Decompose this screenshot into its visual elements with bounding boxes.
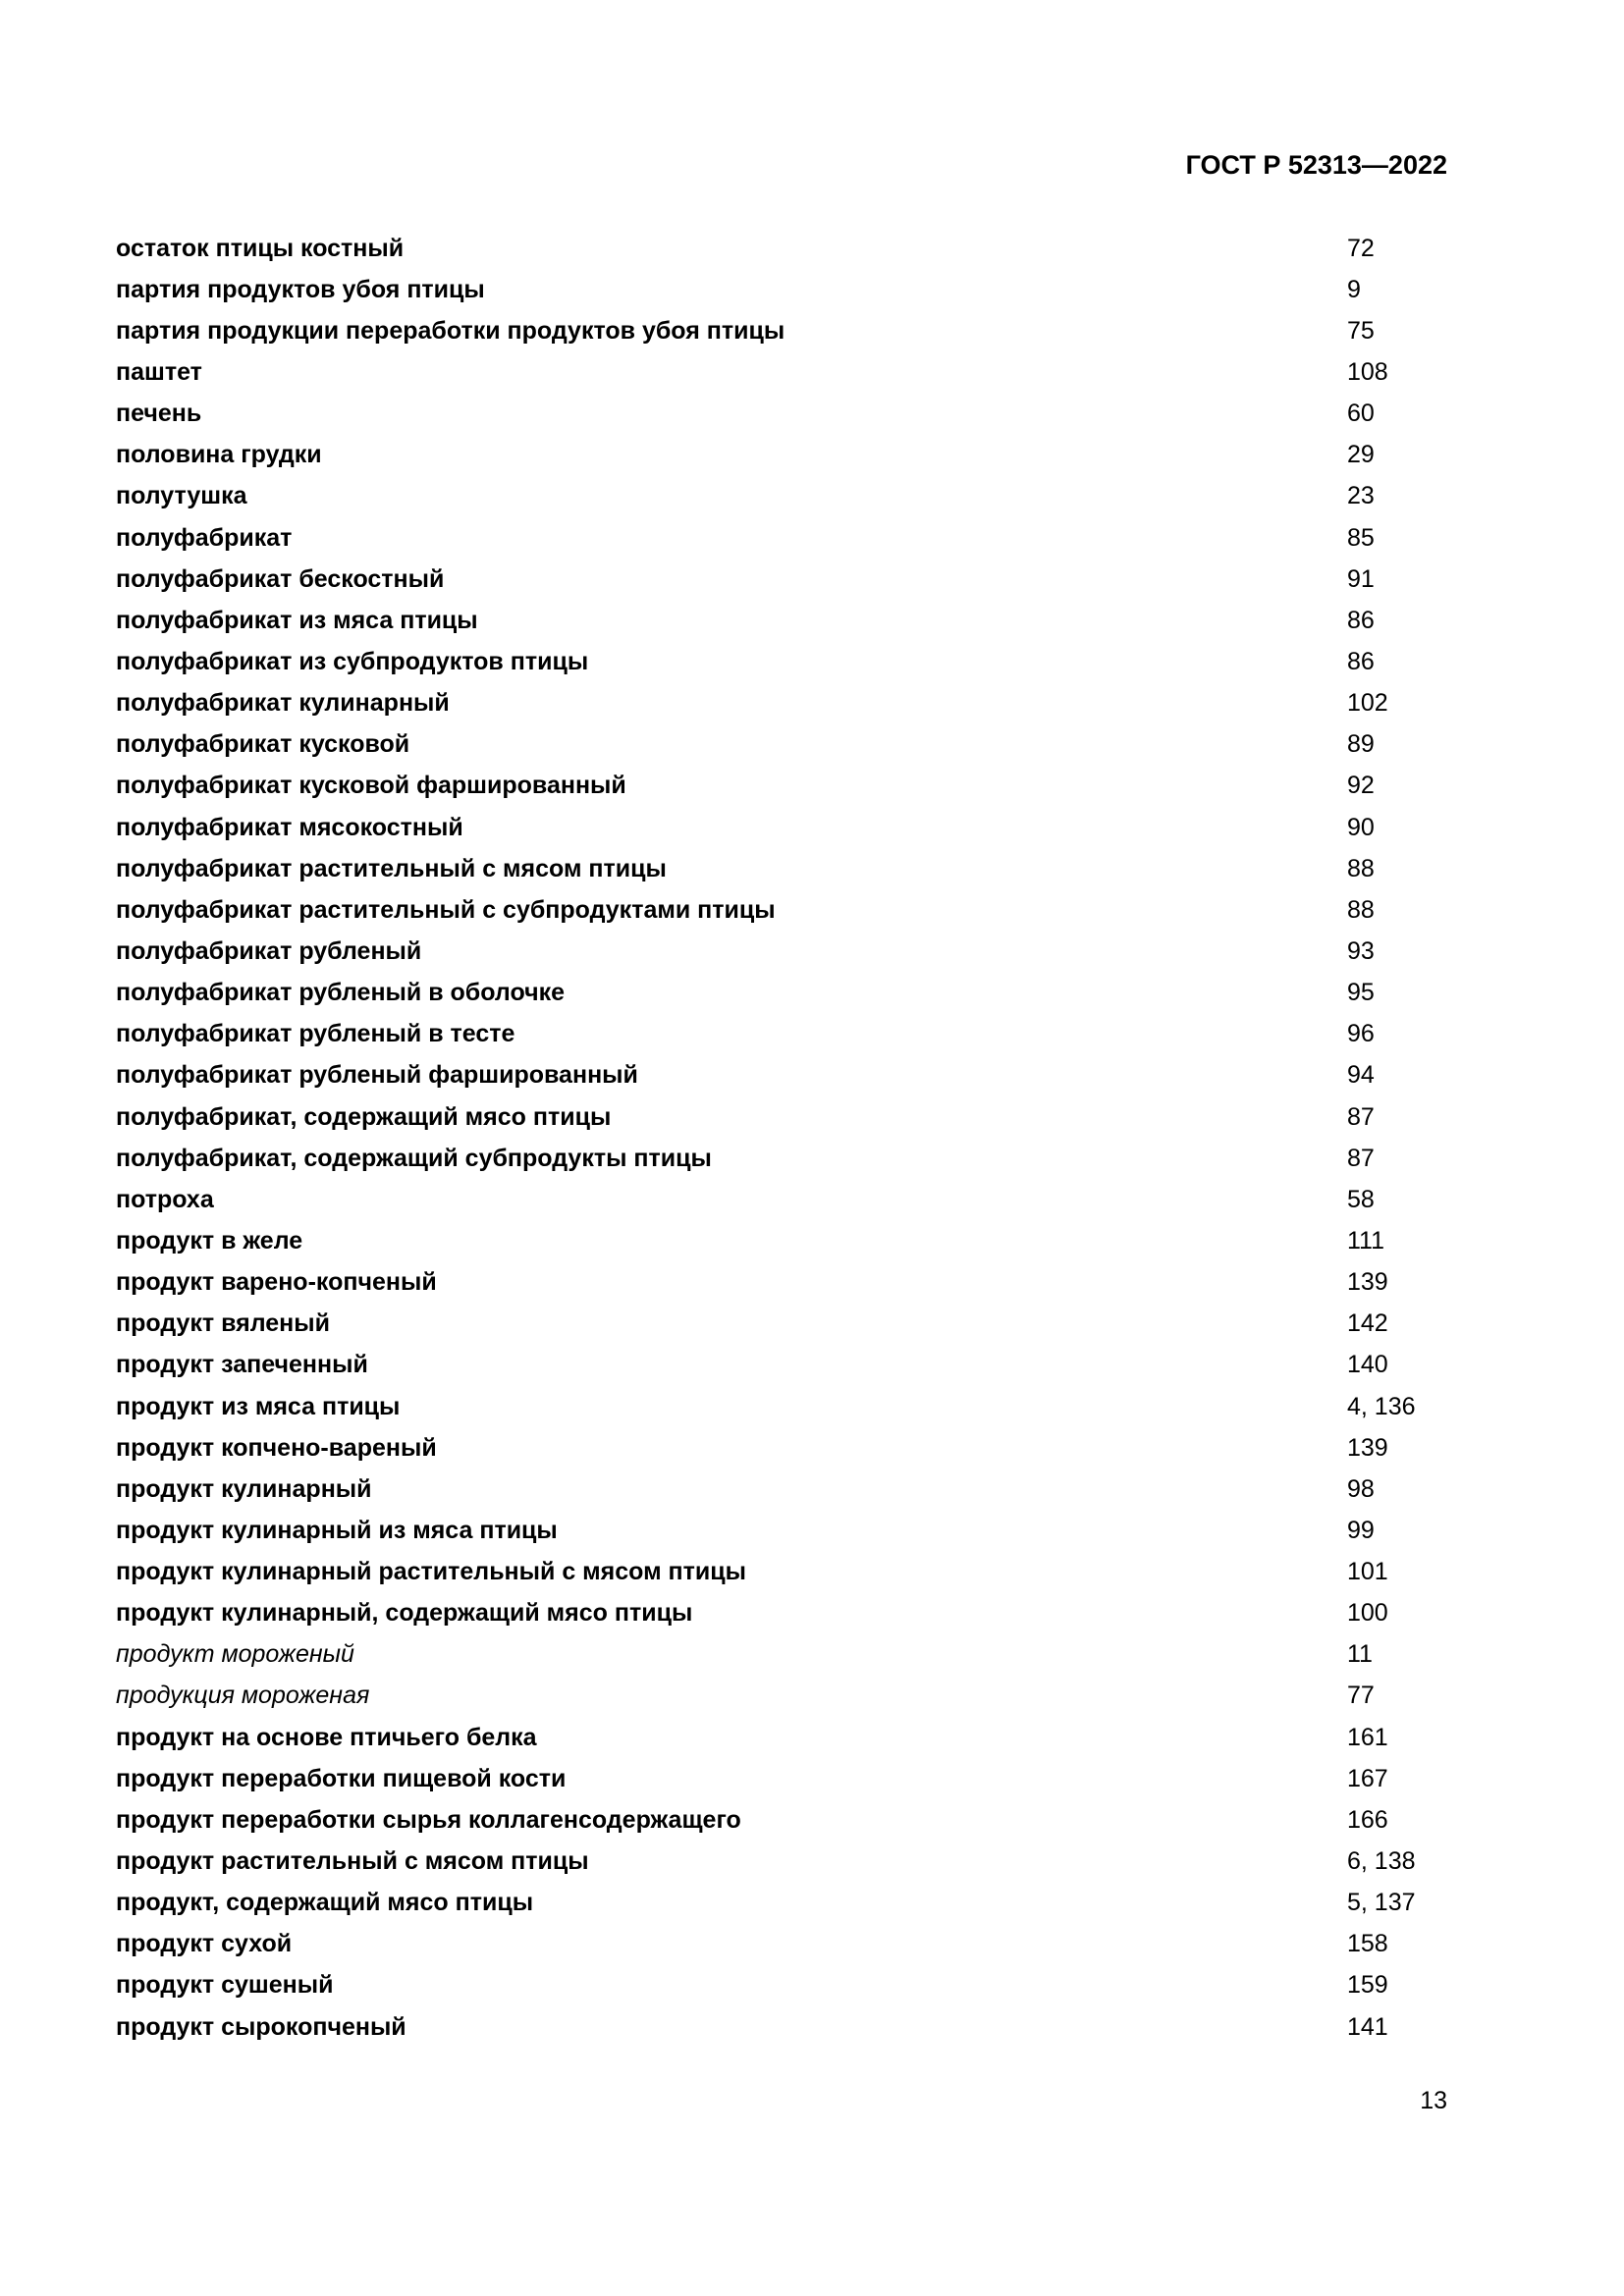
index-term: продукт копчено-вареный (116, 1433, 437, 1462)
index-reference-number: 99 (1347, 1516, 1375, 1544)
index-term: полуфабрикат рубленый в оболочке (116, 979, 566, 1007)
index-term: продукт сухой (116, 1930, 293, 1958)
index-term: продукция мороженая (116, 1682, 370, 1710)
index-term: продукт варено-копченый (116, 1268, 437, 1297)
index-term: продукт кулинарный из мяса птицы (116, 1516, 558, 1544)
index-reference-number: 111 (1347, 1226, 1385, 1255)
index-term: партия продукции переработки продуктов убоя птицы (116, 316, 785, 345)
index-term: продукт сушеный (116, 1971, 334, 2000)
index-entry (116, 889, 1447, 931)
index-reference-number: 159 (1347, 1971, 1388, 2000)
index-reference-number: 91 (1347, 564, 1375, 593)
index-reference-number: 6, 138 (1347, 1847, 1416, 1876)
index-reference-number: 9 (1347, 275, 1361, 303)
index-term: продукт запеченный (116, 1351, 368, 1379)
index-term: полуфабрикат (116, 523, 293, 552)
index-reference-number: 96 (1347, 1020, 1375, 1048)
index-term: полуфабрикат рубленый в тесте (116, 1020, 515, 1048)
index-entry (116, 1510, 1447, 1551)
index-entry (116, 683, 1447, 724)
index-entry (116, 1304, 1447, 1345)
index-entry (116, 1262, 1447, 1304)
index-term: полуфабрикат рубленый (116, 936, 422, 965)
index-term: продукт на основе птичьего белка (116, 1723, 537, 1751)
index-reference-number: 60 (1347, 400, 1375, 428)
index-entry (116, 1883, 1447, 1924)
index-term: продукт из мяса птицы (116, 1392, 401, 1420)
index-reference-number: 93 (1347, 936, 1375, 965)
index-entry (116, 310, 1447, 351)
index-entry (116, 1138, 1447, 1179)
index-term: продукт вяленый (116, 1309, 330, 1338)
index-term: продукт кулинарный, содержащий мясо птицы (116, 1599, 693, 1628)
index-term: продукт переработки сырья коллагенсодержащего (116, 1805, 741, 1834)
index-reference-number: 92 (1347, 772, 1375, 800)
index-entry (116, 2006, 1447, 2048)
index-reference-number: 142 (1347, 1309, 1388, 1338)
index-term: половина грудки (116, 441, 322, 469)
index-term: полуфабрикат, содержащий мясо птицы (116, 1102, 612, 1131)
index-term: продукт в желе (116, 1226, 303, 1255)
index-entry (116, 1841, 1447, 1882)
document-code-header: ГОСТ Р 52313—2022 (1185, 150, 1447, 180)
index-entry (116, 1924, 1447, 1965)
index-term: полуфабрикат рубленый фаршированный (116, 1061, 638, 1090)
index-entry (116, 766, 1447, 807)
index-reference-number: 4, 136 (1347, 1392, 1416, 1420)
index-entry (116, 1014, 1447, 1055)
index-term: паштет (116, 357, 202, 386)
index-term: потроха (116, 1185, 214, 1213)
index-reference-number: 100 (1347, 1599, 1388, 1628)
index-reference-number: 87 (1347, 1102, 1375, 1131)
index-entry (116, 1427, 1447, 1468)
index-entry (116, 1179, 1447, 1220)
index-reference-number: 29 (1347, 441, 1375, 469)
index-reference-number: 166 (1347, 1805, 1388, 1834)
index-term: продукт кулинарный (116, 1474, 372, 1503)
index-term: продукт переработки пищевой кости (116, 1764, 567, 1792)
alphabetical-term-index (116, 228, 1447, 2048)
index-entry (116, 435, 1447, 476)
index-term: полуфабрикат кулинарный (116, 689, 450, 718)
index-reference-number: 139 (1347, 1433, 1388, 1462)
index-term: полуфабрикат растительный с субпродуктами птицы (116, 895, 776, 924)
index-reference-number: 158 (1347, 1930, 1388, 1958)
index-entry (116, 1055, 1447, 1096)
index-reference-number: 98 (1347, 1474, 1375, 1503)
index-reference-number: 95 (1347, 979, 1375, 1007)
index-reference-number: 85 (1347, 523, 1375, 552)
index-term: партия продуктов убоя птицы (116, 275, 485, 303)
index-reference-number: 75 (1347, 316, 1375, 345)
index-term: полуфабрикат мясокостный (116, 813, 463, 841)
index-reference-number: 94 (1347, 1061, 1375, 1090)
index-reference-number: 5, 137 (1347, 1889, 1416, 1917)
index-term: продукт сырокопченый (116, 2012, 406, 2041)
index-reference-number: 141 (1347, 2012, 1388, 2041)
index-term: печень (116, 400, 202, 428)
index-entry (116, 394, 1447, 435)
index-entry (116, 559, 1447, 600)
index-entry (116, 351, 1447, 393)
index-term: полуфабрикат, содержащий субпродукты птицы (116, 1144, 712, 1172)
index-term: полуфабрикат из мяса птицы (116, 606, 478, 634)
index-entry (116, 1634, 1447, 1676)
index-reference-number: 108 (1347, 357, 1388, 386)
index-reference-number: 11 (1347, 1640, 1373, 1669)
index-term: продукт, содержащий мясо птицы (116, 1889, 534, 1917)
index-term: продукт кулинарный растительный с мясом птицы (116, 1558, 746, 1586)
index-reference-number: 89 (1347, 730, 1375, 759)
page-number: 13 (1420, 2087, 1447, 2114)
index-reference-number: 87 (1347, 1144, 1375, 1172)
index-entry (116, 848, 1447, 889)
index-entry (116, 807, 1447, 848)
index-entry (116, 1676, 1447, 1717)
index-reference-number: 88 (1347, 895, 1375, 924)
index-term: полуфабрикат кусковой (116, 730, 410, 759)
index-entry (116, 600, 1447, 641)
index-reference-number: 102 (1347, 689, 1388, 718)
index-term: полуфабрикат из субпродуктов птицы (116, 647, 589, 675)
index-entry (116, 1552, 1447, 1593)
index-entry (116, 517, 1447, 559)
index-term: остаток птицы костный (116, 234, 405, 262)
index-term: продукт мороженый (116, 1640, 354, 1669)
index-reference-number: 72 (1347, 234, 1375, 262)
index-entry (116, 228, 1447, 269)
index-entry (116, 1345, 1447, 1386)
index-entry (116, 1965, 1447, 2006)
index-reference-number: 86 (1347, 606, 1375, 634)
index-term: полуфабрикат бескостный (116, 564, 445, 593)
index-reference-number: 101 (1347, 1558, 1388, 1586)
index-reference-number: 88 (1347, 854, 1375, 882)
index-entry (116, 1758, 1447, 1799)
index-reference-number: 161 (1347, 1723, 1388, 1751)
index-reference-number: 140 (1347, 1351, 1388, 1379)
index-entry (116, 269, 1447, 310)
index-term: полуфабрикат растительный с мясом птицы (116, 854, 667, 882)
index-entry (116, 1799, 1447, 1841)
index-entry (116, 1220, 1447, 1261)
index-entry (116, 1468, 1447, 1510)
index-entry (116, 641, 1447, 682)
index-term: полутушка (116, 482, 247, 510)
index-entry (116, 1386, 1447, 1427)
index-entry (116, 724, 1447, 766)
index-reference-number: 58 (1347, 1185, 1375, 1213)
index-entry (116, 476, 1447, 517)
index-reference-number: 90 (1347, 813, 1375, 841)
index-entry (116, 1593, 1447, 1634)
index-reference-number: 139 (1347, 1268, 1388, 1297)
index-entry (116, 1096, 1447, 1138)
index-reference-number: 77 (1347, 1682, 1375, 1710)
index-reference-number: 86 (1347, 647, 1375, 675)
index-reference-number: 167 (1347, 1764, 1388, 1792)
index-entry (116, 1717, 1447, 1758)
index-term: полуфабрикат кусковой фаршированный (116, 772, 626, 800)
index-entry (116, 973, 1447, 1014)
index-term: продукт растительный с мясом птицы (116, 1847, 589, 1876)
index-entry (116, 931, 1447, 972)
index-reference-number: 23 (1347, 482, 1375, 510)
